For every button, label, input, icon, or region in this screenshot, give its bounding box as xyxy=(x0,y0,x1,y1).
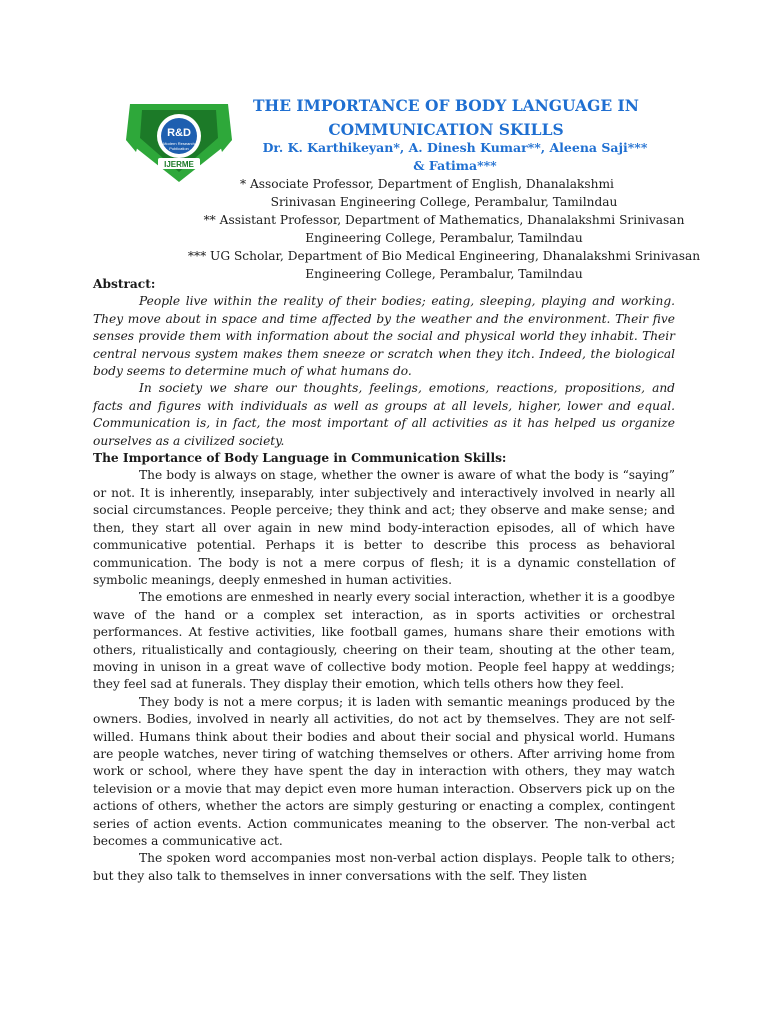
abstract-paragraph: People live within the reality of their bodies; eating, sleeping, playing and working. They move about in space and time affected by the weather and the environment. Their five senses provide them with information about the social and physical world they inhabit. Their central nervous system makes them sneeze or scratch when they itch. Indeed, the biological body seems to determine much of what humans do. xyxy=(93,294,675,379)
affiliation-line: *** UG Scholar, Department of Bio Medical Engineering, Dhanalakshmi Srinivasan xyxy=(187,249,701,263)
body-paragraph: They body is not a mere corpus; it is laden with semantic meanings produced by the owners. Bodies, involved in nearly all activities, do not act by themselves. They are not self-willed. Humans think about their bodies and about their social and physical world. Humans are people watches, never tiring of watching themselves or others. After arriving home from work or school, where they have spent the day in interaction with others, they may watch television or a movie that may depict even more human interaction. Observers pick up on the actions of others, whether the actors are simply gesturing or enacting a complex, contingent series of action events. Action communicates meaning to the observer. The non-verbal act becomes a communicative act. xyxy=(93,694,675,848)
affiliations xyxy=(120,175,768,283)
affiliation-line: * Associate Professor, Department of English, Dhanalakshmi xyxy=(240,177,614,191)
section-heading: The Importance of Body Language in Communication Skills: xyxy=(93,451,507,466)
paper-body xyxy=(93,276,675,885)
logo-ring-text-1: Modern Research xyxy=(163,141,195,146)
affiliation-line: Srinivasan Engineering College, Perambalur, Tamilndau xyxy=(270,195,618,209)
logo-right-leaf xyxy=(218,138,232,152)
logo-ring-text-2: Publication xyxy=(169,146,189,151)
body-paragraph: The emotions are enmeshed in nearly every social interaction, whether it is a goodbye wave of the hand or a complex set interaction, as in sports activities or orchestral performances. At festive activities, like football games, humans share their emotions with others, ritualistically and contagiously, cheering on their team, shouting at the other team, moving in unison in a great wave of collective body motion. People feel happy at weddings; they feel sad at funerals. They display their emotion, which tells others how they feel. xyxy=(93,590,675,692)
abstract-heading: Abstract: xyxy=(93,277,156,291)
body-paragraph: The body is always on stage, whether the owner is aware of what the body is “saying” or not. It is inherently, inseparably, inter subjectively and interactively involved in nearly all social circumstances. People perceive; they think and act; they observe and make sense; and then, they start all over again in new mind body-interaction episodes, all of which have communicative potential. Perhaps it is better to describe this process as behavioral communication. The body is not a mere corpus of flesh; it is a dynamic constellation of symbolic meanings, deeply enmeshed in human activities. xyxy=(93,468,675,587)
body-paragraph: The spoken word accompanies most non-verbal action displays. People talk to others; but they also talk to themselves in inner conversations with the self. They listen xyxy=(93,851,675,883)
affiliation-line: Engineering College, Perambalur, Tamilndau xyxy=(305,267,583,281)
affiliation-line: Engineering College, Perambalur, Tamilndau xyxy=(305,231,583,245)
title-line-1: THE IMPORTANCE OF BODY LANGUAGE IN xyxy=(253,96,639,115)
journal-logo xyxy=(120,96,238,184)
logo-top-text: R&D xyxy=(167,127,191,139)
logo-left-leaf xyxy=(126,138,140,152)
abstract-paragraph: In society we share our thoughts, feelings, emotions, reactions, propositions, and facts and figures with individuals as well as groups at all levels, higher, lower and equal. Communication is, in fact, the most important of all activities as it has helped us organize ourselves as a civilized society. xyxy=(93,381,675,448)
author-list xyxy=(250,139,660,175)
paper-title xyxy=(236,94,656,142)
authors-line-1: Dr. K. Karthikeyan*, A. Dinesh Kumar**, Aleena Saji*** xyxy=(262,140,648,155)
affiliation-line: ** Assistant Professor, Department of Mathematics, Dhanalakshmi Srinivasan xyxy=(203,213,685,227)
authors-line-2: & Fatima*** xyxy=(413,158,497,173)
logo-bottom-text: IJERME xyxy=(164,160,194,169)
title-line-2: COMMUNICATION SKILLS xyxy=(328,120,564,139)
